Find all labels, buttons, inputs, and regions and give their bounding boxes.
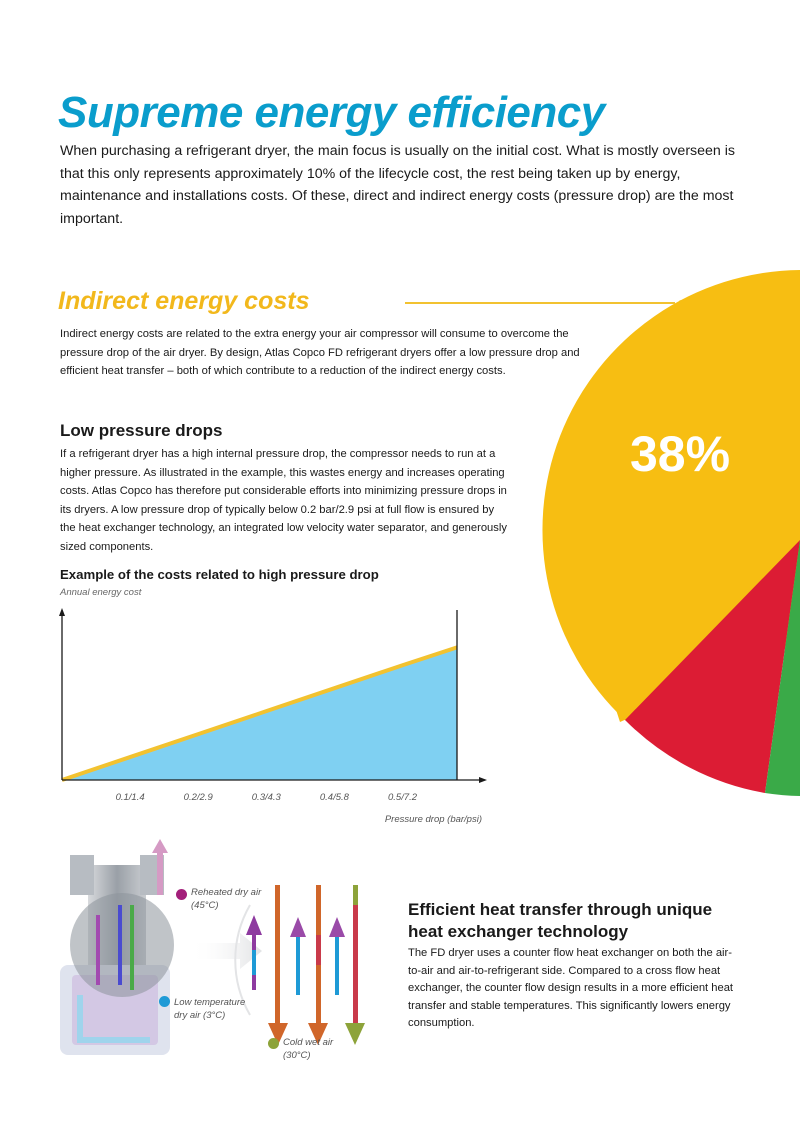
x-axis-label: Pressure drop (bar/psi) [384,814,482,825]
heat-transfer-paragraph: The FD dryer uses a counter flow heat exchanger on both the air-to-air and air-to-refrigerant side. Compared to a cross flow heat exchanger, the counter flow design results in a more efficient heat transfer and stable temperatures. This significantly lowers energy consumption. [408,947,734,1029]
legend-dot-cold-wet [268,1038,279,1049]
y-axis-arrow-icon [59,608,65,616]
x-axis-arrow-icon [479,777,487,783]
low-pressure-paragraph: If a refrigerant dryer has a high internal pressure drop, the compressor needs to run at a higher pressure. As illustrated in the example, this wastes energy and increases operating costs. Atlas Copco has therefore put considerable efforts into minimizing pressure drops in its dryers. A low pressure drop of typically below 0.2 bar/2.9 psi at full flow is ensured by the heat exchanger technology, an integrated low velocity water separator, and generously sized components. [60,448,507,553]
legend-low-temp: Low temperature dry air (3°C) [174,997,246,1021]
legend-cold-wet: Cold wet air (30°C) [283,1037,334,1061]
legend-dot-low-temp [159,996,170,1007]
intro-paragraph: When purchasing a refrigerant dryer, the main focus is usually on the initial cost. What is mostly overseen is that this only represents approximately 10% of the lifecycle cost, the rest being taken up by energy, maintenance and installations costs. Of these, direct and indirect energy costs (pressure drop) are the most important. [60,143,736,227]
x-tick-label: 0.3/4.3 [251,792,281,803]
chart-title: Example of the costs related to high pressure drop [60,567,379,582]
legend-dot-reheated [176,889,187,900]
x-tick-label: 0.1/1.4 [115,792,145,803]
x-tick-label: 0.4/5.8 [319,792,349,803]
chart-y-label: Annual energy cost [60,587,142,598]
heat-transfer-heading: Efficient heat transfer through unique heat exchanger technology [408,900,713,941]
x-tick-label: 0.2/2.9 [183,792,213,803]
heading-rule [405,302,675,304]
indirect-costs-paragraph: Indirect energy costs are related to the extra energy your air compressor will consume to overcome the pressure drop of the air dryer. By design, Atlas Copco FD refrigerant dryers offer a low pressure drop and efficient heat transfer – both of which contribute to a reduction of the indirect energy costs. [60,328,580,377]
legend-reheated: Reheated dry air (45°C) [191,887,262,911]
indirect-costs-heading: Indirect energy costs [58,287,310,315]
pressure-drop-chart [40,600,500,830]
page-title: Supreme energy efficiency [58,88,605,137]
magnify-arrow-icon [190,933,262,969]
pie-percentage-label: 38% [630,426,731,482]
low-pressure-heading: Low pressure drops [60,421,223,440]
x-tick-label: 0.5/7.2 [387,792,418,803]
